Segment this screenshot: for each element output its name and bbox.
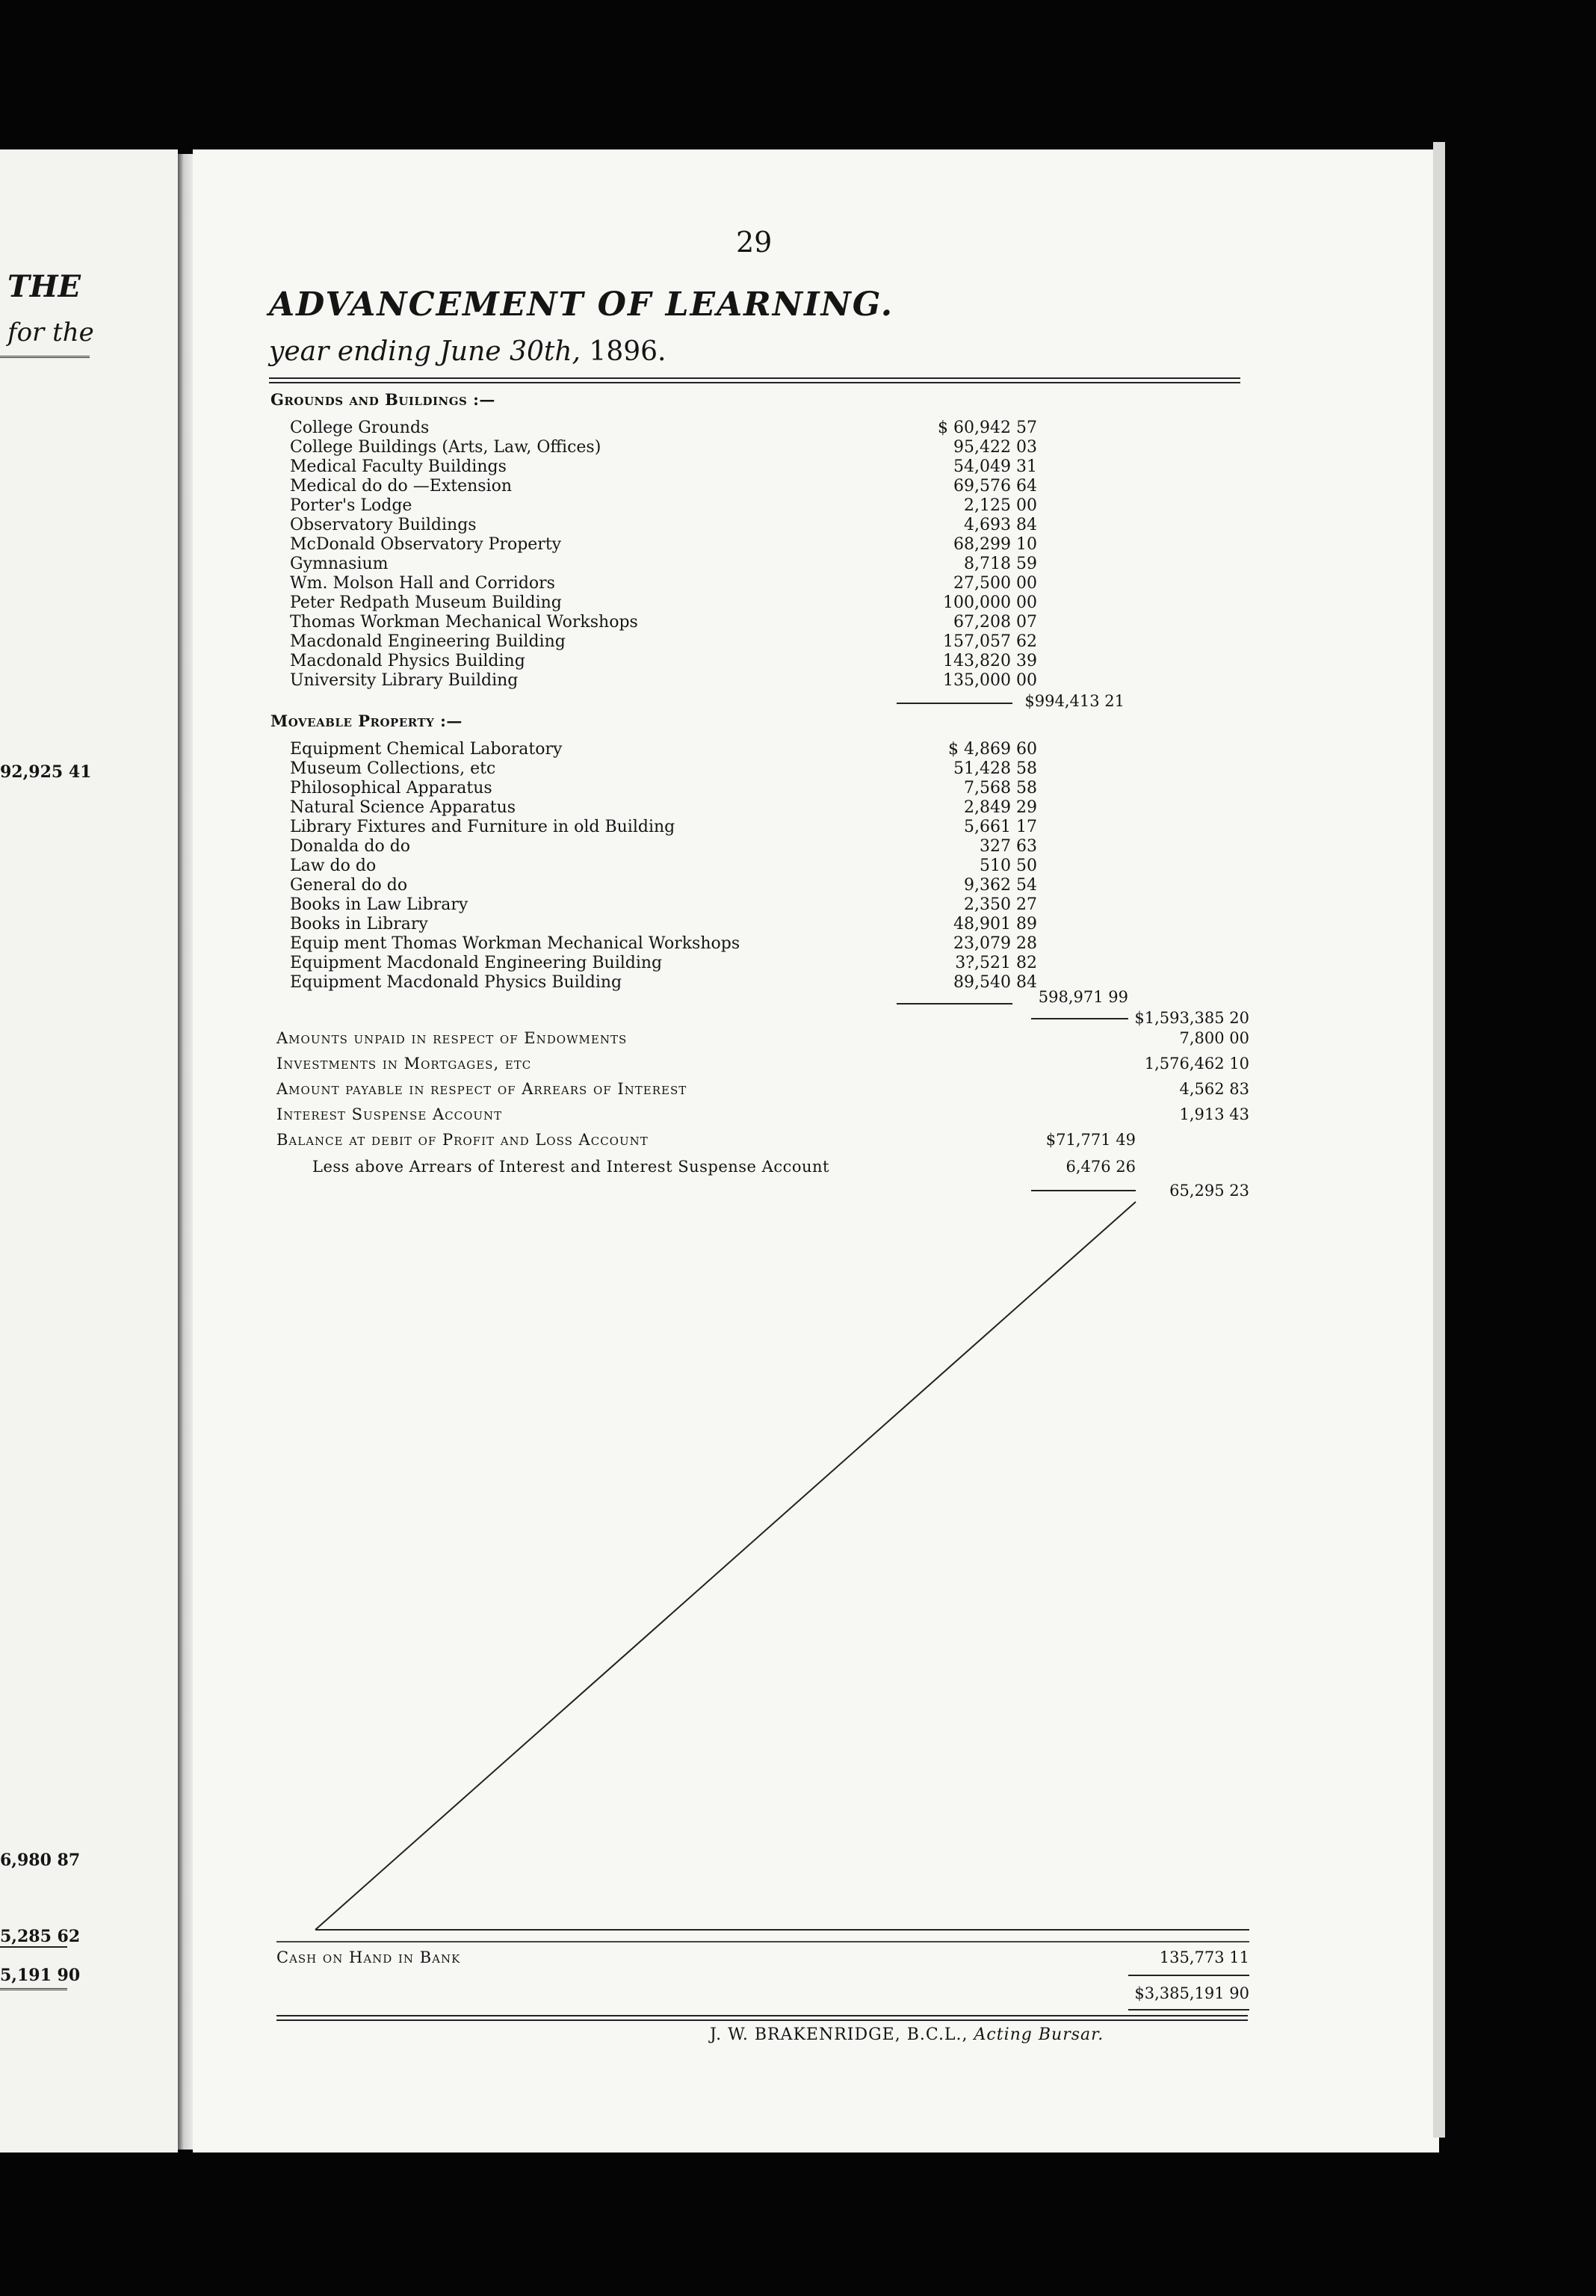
balance-label: Balance at debit of Profit and Loss Account xyxy=(276,1131,649,1149)
item-label: Porter's Lodge xyxy=(290,496,412,515)
left-page-figure: 5,191 90 xyxy=(0,1966,81,1985)
item-amount: 100,000 00 xyxy=(943,593,1037,612)
item-label: Macdonald Engineering Building xyxy=(290,632,566,651)
cash-amount: 135,773 11 xyxy=(1159,1948,1249,1966)
item-amount: 157,057 62 xyxy=(943,632,1037,651)
balance-net: 65,295 23 xyxy=(1169,1182,1249,1200)
left-page-figure: 5,285 62 xyxy=(0,1927,81,1946)
item-amount: 69,576 64 xyxy=(953,477,1037,496)
item-label: Equip ment Thomas Workman Mechanical Workshops xyxy=(290,934,740,953)
balance-amount: $71,771 49 xyxy=(1045,1131,1136,1149)
item-label: Books in Library xyxy=(290,915,428,933)
item-amount: 135,000 00 xyxy=(943,671,1037,690)
item-amount: 143,820 39 xyxy=(943,652,1037,670)
item-label: Museum Collections, etc xyxy=(290,759,496,778)
item-label: College Buildings (Arts, Law, Offices) xyxy=(290,438,601,457)
summary-amount: 1,576,462 10 xyxy=(1144,1055,1249,1073)
item-amount: 510 50 xyxy=(980,857,1037,875)
total-rule xyxy=(1128,1975,1249,1976)
left-page-title-fragment: THE xyxy=(7,269,81,304)
item-label: Philosophical Apparatus xyxy=(290,779,492,797)
subtitle-prefix: year ending xyxy=(269,336,432,367)
item-label: Medical Faculty Buildings xyxy=(290,457,507,476)
moveable-total: 598,971 99 xyxy=(1038,988,1128,1006)
item-label: Equipment Chemical Laboratory xyxy=(290,740,563,759)
left-page-subtitle-fragment: for the xyxy=(7,318,94,348)
total-rule xyxy=(1128,2009,1249,2010)
signature-name: J. W. BRAKENRIDGE, B.C.L., xyxy=(710,2025,968,2044)
item-amount: 2,849 29 xyxy=(964,798,1037,817)
item-amount: 51,428 58 xyxy=(953,759,1037,778)
page-number: 29 xyxy=(736,226,773,259)
summary-label: Amounts unpaid in respect of Endowments xyxy=(276,1029,628,1047)
item-label: McDonald Observatory Property xyxy=(290,535,562,554)
item-amount: 54,049 31 xyxy=(953,457,1037,476)
item-label: Donalda do do xyxy=(290,837,411,856)
signature xyxy=(710,2025,1104,2044)
item-amount: $ 60,942 57 xyxy=(938,419,1037,437)
item-label: Books in Law Library xyxy=(290,895,468,914)
item-label: Natural Science Apparatus xyxy=(290,798,516,817)
item-amount: 95,422 03 xyxy=(953,438,1037,457)
left-page-figure: 92,925 41 xyxy=(0,762,92,782)
item-label: General do do xyxy=(290,876,408,895)
page-title: ADVANCEMENT OF LEARNING. xyxy=(269,286,894,324)
item-amount: 68,299 10 xyxy=(953,535,1037,554)
item-label: Gymnasium xyxy=(290,555,389,573)
item-amount: 3?,521 82 xyxy=(955,954,1037,972)
item-amount: 8,718 59 xyxy=(964,555,1037,573)
summary-amount: 4,562 83 xyxy=(1179,1080,1249,1098)
cash-label: Cash on Hand in Bank xyxy=(276,1948,461,1966)
item-amount: 67,208 07 xyxy=(953,613,1037,632)
less-label: Less above Arrears of Interest and Interest Suspense Account xyxy=(312,1158,829,1176)
item-amount: 2,125 00 xyxy=(964,496,1037,515)
left-page-figure: 6,980 87 xyxy=(0,1851,81,1870)
item-label: Observatory Buildings xyxy=(290,516,477,534)
section-title-moveable: Moveable Property :— xyxy=(270,712,463,730)
item-label: Wm. Molson Hall and Corridors xyxy=(290,574,555,593)
item-amount: 27,500 00 xyxy=(953,574,1037,593)
item-label: Thomas Workman Mechanical Workshops xyxy=(290,613,638,632)
subtitle-year: 1896. xyxy=(589,336,666,367)
item-label: Equipment Macdonald Physics Building xyxy=(290,973,622,992)
summary-label: Amount payable in respect of Arrears of Interest xyxy=(276,1080,687,1098)
item-amount: 23,079 28 xyxy=(953,934,1037,953)
footer-double-rule xyxy=(276,2015,1248,2021)
subtitle-date: June 30th, xyxy=(439,336,581,367)
item-label: College Grounds xyxy=(290,419,430,437)
signature-title: Acting Bursar. xyxy=(974,2025,1104,2044)
section-title-grounds: Grounds and Buildings :— xyxy=(270,390,495,409)
grounds-total: $994,413 21 xyxy=(1024,692,1125,710)
summary-label: Investments in Mortgages, etc xyxy=(276,1055,532,1073)
combined-total: $1,593,385 20 xyxy=(1134,1009,1249,1027)
item-amount: 4,693 84 xyxy=(964,516,1037,534)
item-label: Medical do do —Extension xyxy=(290,477,513,496)
summary-amount: 7,800 00 xyxy=(1179,1029,1249,1047)
item-amount: 7,568 58 xyxy=(964,779,1037,797)
item-amount: 2,350 27 xyxy=(964,895,1037,914)
summary-amount: 1,913 43 xyxy=(1179,1105,1249,1123)
item-amount: 9,362 54 xyxy=(964,876,1037,895)
grand-total: $3,385,191 90 xyxy=(1134,1984,1249,2002)
less-amount: 6,476 26 xyxy=(1065,1158,1136,1176)
item-label: Macdonald Physics Building xyxy=(290,652,525,670)
item-amount: 48,901 89 xyxy=(953,915,1037,933)
item-label: University Library Building xyxy=(290,671,519,690)
item-amount: 327 63 xyxy=(980,837,1037,856)
item-amount: 5,661 17 xyxy=(964,818,1037,836)
item-amount: $ 4,869 60 xyxy=(948,740,1037,759)
item-label: Equipment Macdonald Engineering Building xyxy=(290,954,663,972)
item-label: Library Fixtures and Furniture in old Building xyxy=(290,818,675,836)
item-amount: 89,540 84 xyxy=(953,973,1037,992)
summary-label: Interest Suspense Account xyxy=(276,1105,503,1123)
item-label: Law do do xyxy=(290,857,377,875)
item-label: Peter Redpath Museum Building xyxy=(290,593,562,612)
